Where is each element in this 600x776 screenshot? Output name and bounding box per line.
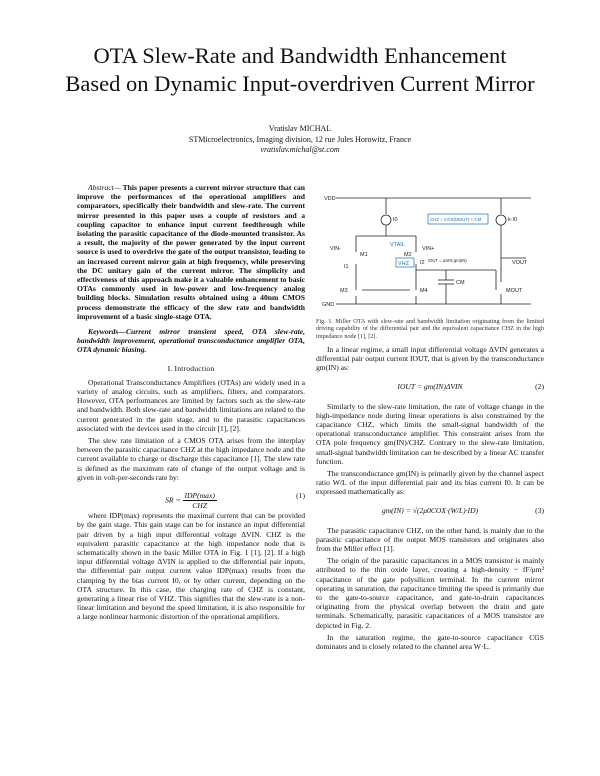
fig-label-gm: IOUT = ΔVIN·gm(IN): [428, 258, 467, 263]
eq3-number: (3): [535, 505, 544, 515]
fig-label-mout: MOUT: [506, 288, 523, 294]
abstract-label: Abstract—: [88, 183, 121, 192]
fig-label-k-i0: k·I0: [508, 217, 518, 223]
eq3-body: √(2μ0COX·(W/L)·ID): [412, 505, 479, 515]
fig-label-chz: CHZ = CGS(MOUT) + CM: [430, 217, 482, 222]
eq1-numerator: IDP(max): [184, 491, 215, 501]
eq1-denominator: CHZ: [192, 501, 208, 511]
affiliation: STMicroelectronics, Imaging division, 12 rue Jules Horowitz, France: [188, 134, 412, 144]
title-line-1: OTA Slew-Rate and Bandwidth Enhancement: [93, 43, 507, 68]
fig-label-m3: M3: [340, 288, 348, 294]
eq1-number: (1): [296, 491, 305, 501]
fig-label-vin-minus: VIN-: [330, 246, 341, 252]
fig-label-vtail: VTAIL: [390, 242, 405, 248]
author-email: vratislav.michal@st.com: [260, 145, 340, 154]
paragraph: where IDP(max) represents the maximal current that can be provided by the gain stage. This gain stage can be for instance an input differential pair driven by a high input differential voltage ΔVIN. CHZ is the equivalent parasitic capacitance at the high impedance node that is schematically shown in the basic Miller OTA in Fig. 1 [1], [2]. If a high input differential voltage ΔVIN is applied to the differential pair inputs, the differential pair output current value IDP(max) results from the clamping by the bias current I0, or by other current, depending on the OTA structure. In this case, the charging rate of CHZ is constant, generating a linear rise of VHZ. This signifies that the slew-rate is a non-linear limitation and beyond the speed limitation, it is also responsible for a large nonlinear harmonic distortion of the operational amplifiers.: [77, 511, 305, 622]
equation-1: [77, 485, 305, 509]
abstract: [77, 183, 305, 321]
paragraph: The origin of the parasitic capacitances in a MOS transistor is mainly attributed to the thin oxide layer, creating a high-density ~ fF/μm² capacitance of the gate polysilicon terminal. In the current mirror operating in saturation, the capacitance limiting the speed is primarily due to the gate-to-source capacitance, and gate-to-drain capacitances originating from the physical overlap between the drain and gate terminals. Schematically, parasitic capacitances of a MOS transistor are depicted in Fig. 2.: [316, 556, 544, 630]
author-block: [0, 124, 600, 156]
eq2-body: IOUT = gm(IN)ΔVIN: [397, 381, 463, 391]
fig-label-gnd: GND: [322, 302, 335, 308]
fig-label-cm: CM: [456, 280, 465, 286]
fig-label-m2: M2: [404, 252, 412, 258]
keywords-text: Current mirror transient speed, OTA slew-rate, bandwidth improvement, operational transconductance amplifier OTA, OTA dynamic biasing.: [77, 327, 305, 355]
eq1-lhs: SR =: [165, 495, 181, 505]
paragraph: The slew rate limitation of a CMOS OTA arises from the interplay between the parasitic capacitance CHZ at the high impedance node and the current available to charge or discharge this capacitance [1]. The slew rate is defined as the maximum rate of change of the output voltage and is given in volt-per-seconds rate by:: [77, 436, 305, 482]
keywords-label: Keywords—: [88, 327, 126, 337]
fig-label-vdd: VDD: [324, 196, 336, 202]
miller-ota-schematic: [316, 192, 544, 312]
figure-1-caption: Fig. 1. Miller OTA with slew-rate and bandwidth limitation originating from the limited driving capability of the differential pair and the equivalent capacitance CHZ in the high impedance node [1], [2].: [316, 318, 544, 340]
section-heading: I. Introduction: [167, 363, 215, 373]
fig-label-i1: I1: [344, 264, 349, 270]
paragraph: Operational Transconductance Amplifiers (OTAs) are widely used in a variety of analog circuits, such as amplifiers, filters, and comparators. However, OTA performances are limited by factors such as the slew-rate and bandwidth. Both slew-rate and bandwidth limitations are related to the current generated in the gain stage, and to the parasitic capacitances associated with the devices used in the circuit [1], [2].: [77, 377, 305, 433]
eq3-lhs: gm(IN) =: [381, 505, 411, 515]
keywords: [77, 327, 305, 355]
fig-label-vout: VOUT: [512, 260, 528, 266]
paper-title: [0, 42, 600, 98]
title-line-2: Based on Dynamic Input-overdriven Current Mirror: [65, 71, 535, 96]
paragraph: In the saturation regime, the gate-to-source capacitance CGS dominates and is closely related to the channel area W·L.: [316, 632, 544, 652]
fig-label-i2: I2: [420, 260, 425, 266]
author-name: Vratislav MICHAL: [268, 124, 332, 133]
fig-label-m1: M1: [360, 252, 368, 258]
fig-label-vin-plus: VIN+: [422, 246, 435, 252]
paragraph: The parasitic capacitance CHZ, on the other hand, is mainly due to the parasitic capacitance of the output MOS transistors and originates also from the Miller effect [1].: [316, 525, 544, 554]
fig-label-i0: I0: [393, 217, 398, 223]
paragraph: The transconductance gm(IN) is primarily given by the channel aspect ratio W/L of the input differential pair and its bias current I0. It can be expressed mathematically as:: [316, 469, 544, 497]
eq2-number: (2): [535, 381, 544, 391]
paragraph: In a linear regime, a small input differential voltage ΔVIN generates a differential pair output current IOUT, that is given by the transconductance gm(IN) as:: [316, 345, 544, 373]
fig-label-m4: M4: [420, 288, 428, 294]
right-column: [316, 345, 544, 654]
abstract-text: This paper presents a current mirror structure that can improve the performances of the operational amplifiers and comparators, specifically their bandwidth and slew-rate. The current mirror presented in this paper uses a couple of resistors and a coupling capacitor to enhance input current feedthrough while isolating the parasitic capacitance of the diode-mounted transistor. As a result, the majority of the power generated by the input current source is used to overdrive the gate of the output transistor, leading to an increased current mirror gain at high frequency, while preserving the DC unitary gain of the current mirror. The simplicity and effectiveness of this approach make it a valuable enhancement to basic OTAs commonly used in low-power and low-frequency analog building blocks. Simulation results obtained using a 40nm CMOS process demonstrate the efficacy of the slew rate and bandwidth improvement of a basic single-stage OTA.: [77, 183, 305, 321]
fig-label-vhz: VHZ: [398, 261, 409, 267]
paragraph: Similarly to the slew-rate limitation, the rate of voltage change in the high-impedance node during linear operations is also constrained by the capacitance CHZ, which limits the small-signal bandwidth of the operational transconductance amplifier. This constraint arises from the OTA pole frequency gm(IN)/CHZ. Contrary to the slew-rate limitation, small-signal bandwidth limitation can be described by a linear AC transfer function.: [316, 401, 544, 466]
left-column: [77, 183, 305, 625]
equation-3: [316, 500, 544, 524]
equation-2: [316, 376, 544, 400]
